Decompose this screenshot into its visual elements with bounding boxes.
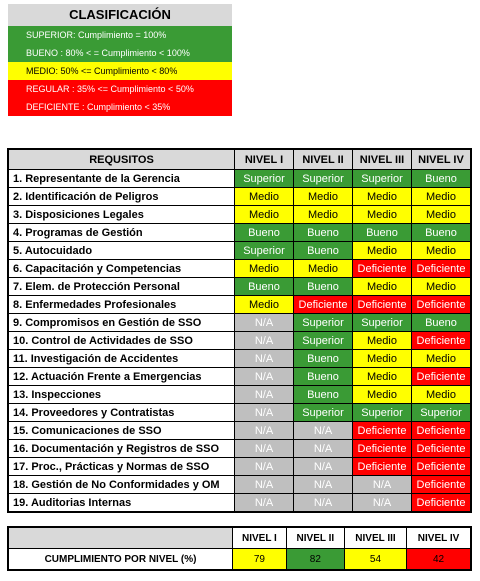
level-cell: N/A bbox=[235, 458, 294, 476]
level-cell: Deficiente bbox=[412, 368, 471, 386]
table-row bbox=[9, 170, 471, 188]
level-cell: Bueno bbox=[353, 224, 412, 242]
requirement-name: 13. Inspecciones bbox=[9, 386, 235, 404]
table-row bbox=[9, 332, 471, 350]
classification-row: REGULAR : 35% <= Cumplimiento < 50% bbox=[8, 80, 232, 98]
level-cell: Deficiente bbox=[353, 422, 412, 440]
level-cell: Medio bbox=[353, 368, 412, 386]
level-cell: Superior bbox=[353, 314, 412, 332]
header-requisitos: REQUSITOS bbox=[9, 150, 235, 170]
requirement-name: 19. Auditorias Internas bbox=[9, 494, 235, 512]
level-cell: N/A bbox=[235, 386, 294, 404]
level-cell: Bueno bbox=[294, 350, 353, 368]
requirement-name: 6. Capacitación y Competencias bbox=[9, 260, 235, 278]
classification-title: CLASIFICACIÓN bbox=[8, 4, 232, 26]
level-cell: Superior bbox=[353, 170, 412, 188]
level-cell: N/A bbox=[294, 440, 353, 458]
table-row bbox=[9, 296, 471, 314]
requirements-header-row bbox=[9, 150, 471, 170]
requirement-name: 14. Proveedores y Contratistas bbox=[9, 404, 235, 422]
classification-row: MEDIO: 50% <= Cumplimiento < 80% bbox=[8, 62, 232, 80]
level-cell: Deficiente bbox=[412, 494, 471, 512]
classification-row: BUENO : 80% < = Cumplimiento < 100% bbox=[8, 44, 232, 62]
table-row bbox=[9, 350, 471, 368]
level-cell: Superior bbox=[235, 170, 294, 188]
level-cell: N/A bbox=[235, 350, 294, 368]
header-nivel-i: NIVEL I bbox=[235, 150, 294, 170]
header-nivel-iv: NIVEL IV bbox=[412, 150, 471, 170]
table-row bbox=[9, 368, 471, 386]
requirement-name: 11. Investigación de Accidentes bbox=[9, 350, 235, 368]
table-row bbox=[9, 422, 471, 440]
level-cell: Deficiente bbox=[353, 440, 412, 458]
summary-value-nivel-i: 79 bbox=[233, 549, 287, 570]
level-cell: Bueno bbox=[412, 224, 471, 242]
level-cell: Bueno bbox=[294, 242, 353, 260]
level-cell: N/A bbox=[235, 494, 294, 512]
level-cell: N/A bbox=[235, 332, 294, 350]
level-cell: Deficiente bbox=[412, 332, 471, 350]
table-row bbox=[9, 260, 471, 278]
table-row bbox=[9, 314, 471, 332]
requirement-name: 8. Enfermedades Profesionales bbox=[9, 296, 235, 314]
level-cell: Deficiente bbox=[412, 296, 471, 314]
table-row bbox=[9, 386, 471, 404]
summary-value-nivel-iii: 54 bbox=[344, 549, 406, 570]
table-row bbox=[9, 458, 471, 476]
level-cell: N/A bbox=[294, 494, 353, 512]
table-row bbox=[9, 242, 471, 260]
requirement-name: 7. Elem. de Protección Personal bbox=[9, 278, 235, 296]
level-cell: Deficiente bbox=[353, 296, 412, 314]
level-cell: Deficiente bbox=[294, 296, 353, 314]
level-cell: Medio bbox=[353, 278, 412, 296]
level-cell: N/A bbox=[353, 494, 412, 512]
summary-value-nivel-ii: 82 bbox=[286, 549, 344, 570]
level-cell: Medio bbox=[412, 188, 471, 206]
level-cell: N/A bbox=[235, 314, 294, 332]
level-cell: Medio bbox=[412, 242, 471, 260]
table-row bbox=[9, 206, 471, 224]
summary-label: CUMPLIMIENTO POR NIVEL (%) bbox=[9, 549, 233, 570]
classification-row: SUPERIOR: Cumplimiento = 100% bbox=[8, 26, 232, 44]
summary-header-nivel-i: NIVEL I bbox=[233, 528, 287, 549]
level-cell: N/A bbox=[235, 476, 294, 494]
requirement-name: 9. Compromisos en Gestión de SSO bbox=[9, 314, 235, 332]
summary-header-nivel-iii: NIVEL III bbox=[344, 528, 406, 549]
requirement-name: 5. Autocuidado bbox=[9, 242, 235, 260]
level-cell: Bueno bbox=[294, 224, 353, 242]
level-cell: N/A bbox=[235, 368, 294, 386]
level-cell: Medio bbox=[353, 332, 412, 350]
table-row bbox=[9, 476, 471, 494]
classification-row: DEFICIENTE : Cumplimiento < 35% bbox=[8, 98, 232, 116]
table-row bbox=[9, 404, 471, 422]
summary-value-nivel-iv: 42 bbox=[407, 549, 471, 570]
summary-header-nivel-ii: NIVEL II bbox=[286, 528, 344, 549]
level-cell: Bueno bbox=[294, 278, 353, 296]
level-cell: Medio bbox=[353, 188, 412, 206]
level-cell: Medio bbox=[353, 206, 412, 224]
level-cell: Bueno bbox=[412, 170, 471, 188]
classification-legend bbox=[8, 4, 232, 116]
requirement-name: 15. Comunicaciones de SSO bbox=[9, 422, 235, 440]
level-cell: Medio bbox=[353, 386, 412, 404]
requirement-name: 3. Disposiciones Legales bbox=[9, 206, 235, 224]
level-cell: Deficiente bbox=[353, 260, 412, 278]
requirement-name: 4. Programas de Gestión bbox=[9, 224, 235, 242]
requirements-table bbox=[8, 149, 471, 512]
requirement-name: 12. Actuación Frente a Emergencias bbox=[9, 368, 235, 386]
level-cell: Deficiente bbox=[412, 260, 471, 278]
level-cell: Bueno bbox=[294, 386, 353, 404]
requirement-name: 16. Documentación y Registros de SSO bbox=[9, 440, 235, 458]
level-cell: Medio bbox=[412, 350, 471, 368]
level-cell: Bueno bbox=[235, 278, 294, 296]
level-cell: Medio bbox=[294, 188, 353, 206]
level-cell: Deficiente bbox=[412, 476, 471, 494]
level-cell: N/A bbox=[294, 458, 353, 476]
level-cell: Superior bbox=[412, 404, 471, 422]
level-cell: Medio bbox=[235, 296, 294, 314]
level-cell: N/A bbox=[235, 404, 294, 422]
level-cell: Medio bbox=[353, 350, 412, 368]
level-cell: Medio bbox=[294, 206, 353, 224]
summary-table bbox=[8, 527, 471, 570]
level-cell: N/A bbox=[353, 476, 412, 494]
level-cell: N/A bbox=[235, 440, 294, 458]
level-cell: Bueno bbox=[294, 368, 353, 386]
table-row bbox=[9, 278, 471, 296]
requirements-body bbox=[9, 170, 471, 512]
level-cell: Medio bbox=[235, 206, 294, 224]
header-nivel-iii: NIVEL III bbox=[353, 150, 412, 170]
requirement-name: 18. Gestión de No Conformidades y OM bbox=[9, 476, 235, 494]
table-row bbox=[9, 224, 471, 242]
table-row bbox=[9, 188, 471, 206]
level-cell: Medio bbox=[412, 386, 471, 404]
level-cell: Medio bbox=[412, 206, 471, 224]
level-cell: Superior bbox=[294, 314, 353, 332]
level-cell: Deficiente bbox=[412, 458, 471, 476]
level-cell: Bueno bbox=[235, 224, 294, 242]
level-cell: N/A bbox=[235, 422, 294, 440]
level-cell: N/A bbox=[294, 422, 353, 440]
level-cell: Medio bbox=[412, 278, 471, 296]
requirement-name: 10. Control de Actividades de SSO bbox=[9, 332, 235, 350]
level-cell: Medio bbox=[235, 260, 294, 278]
classification-rows bbox=[8, 26, 232, 116]
requirement-name: 2. Identificación de Peligros bbox=[9, 188, 235, 206]
table-row bbox=[9, 494, 471, 512]
level-cell: Medio bbox=[294, 260, 353, 278]
summary-values-row bbox=[9, 549, 471, 570]
header-nivel-ii: NIVEL II bbox=[294, 150, 353, 170]
level-cell: Superior bbox=[294, 170, 353, 188]
level-cell: Superior bbox=[353, 404, 412, 422]
summary-blank-cell bbox=[9, 528, 233, 549]
requirement-name: 1. Representante de la Gerencia bbox=[9, 170, 235, 188]
level-cell: Medio bbox=[353, 242, 412, 260]
level-cell: Superior bbox=[235, 242, 294, 260]
level-cell: Medio bbox=[235, 188, 294, 206]
level-cell: Deficiente bbox=[353, 458, 412, 476]
requirement-name: 17. Proc., Prácticas y Normas de SSO bbox=[9, 458, 235, 476]
level-cell: Deficiente bbox=[412, 422, 471, 440]
level-cell: Bueno bbox=[412, 314, 471, 332]
summary-header-nivel-iv: NIVEL IV bbox=[407, 528, 471, 549]
table-row bbox=[9, 440, 471, 458]
level-cell: Deficiente bbox=[412, 440, 471, 458]
level-cell: N/A bbox=[294, 476, 353, 494]
summary-header-row bbox=[9, 528, 471, 549]
level-cell: Superior bbox=[294, 332, 353, 350]
level-cell: Superior bbox=[294, 404, 353, 422]
